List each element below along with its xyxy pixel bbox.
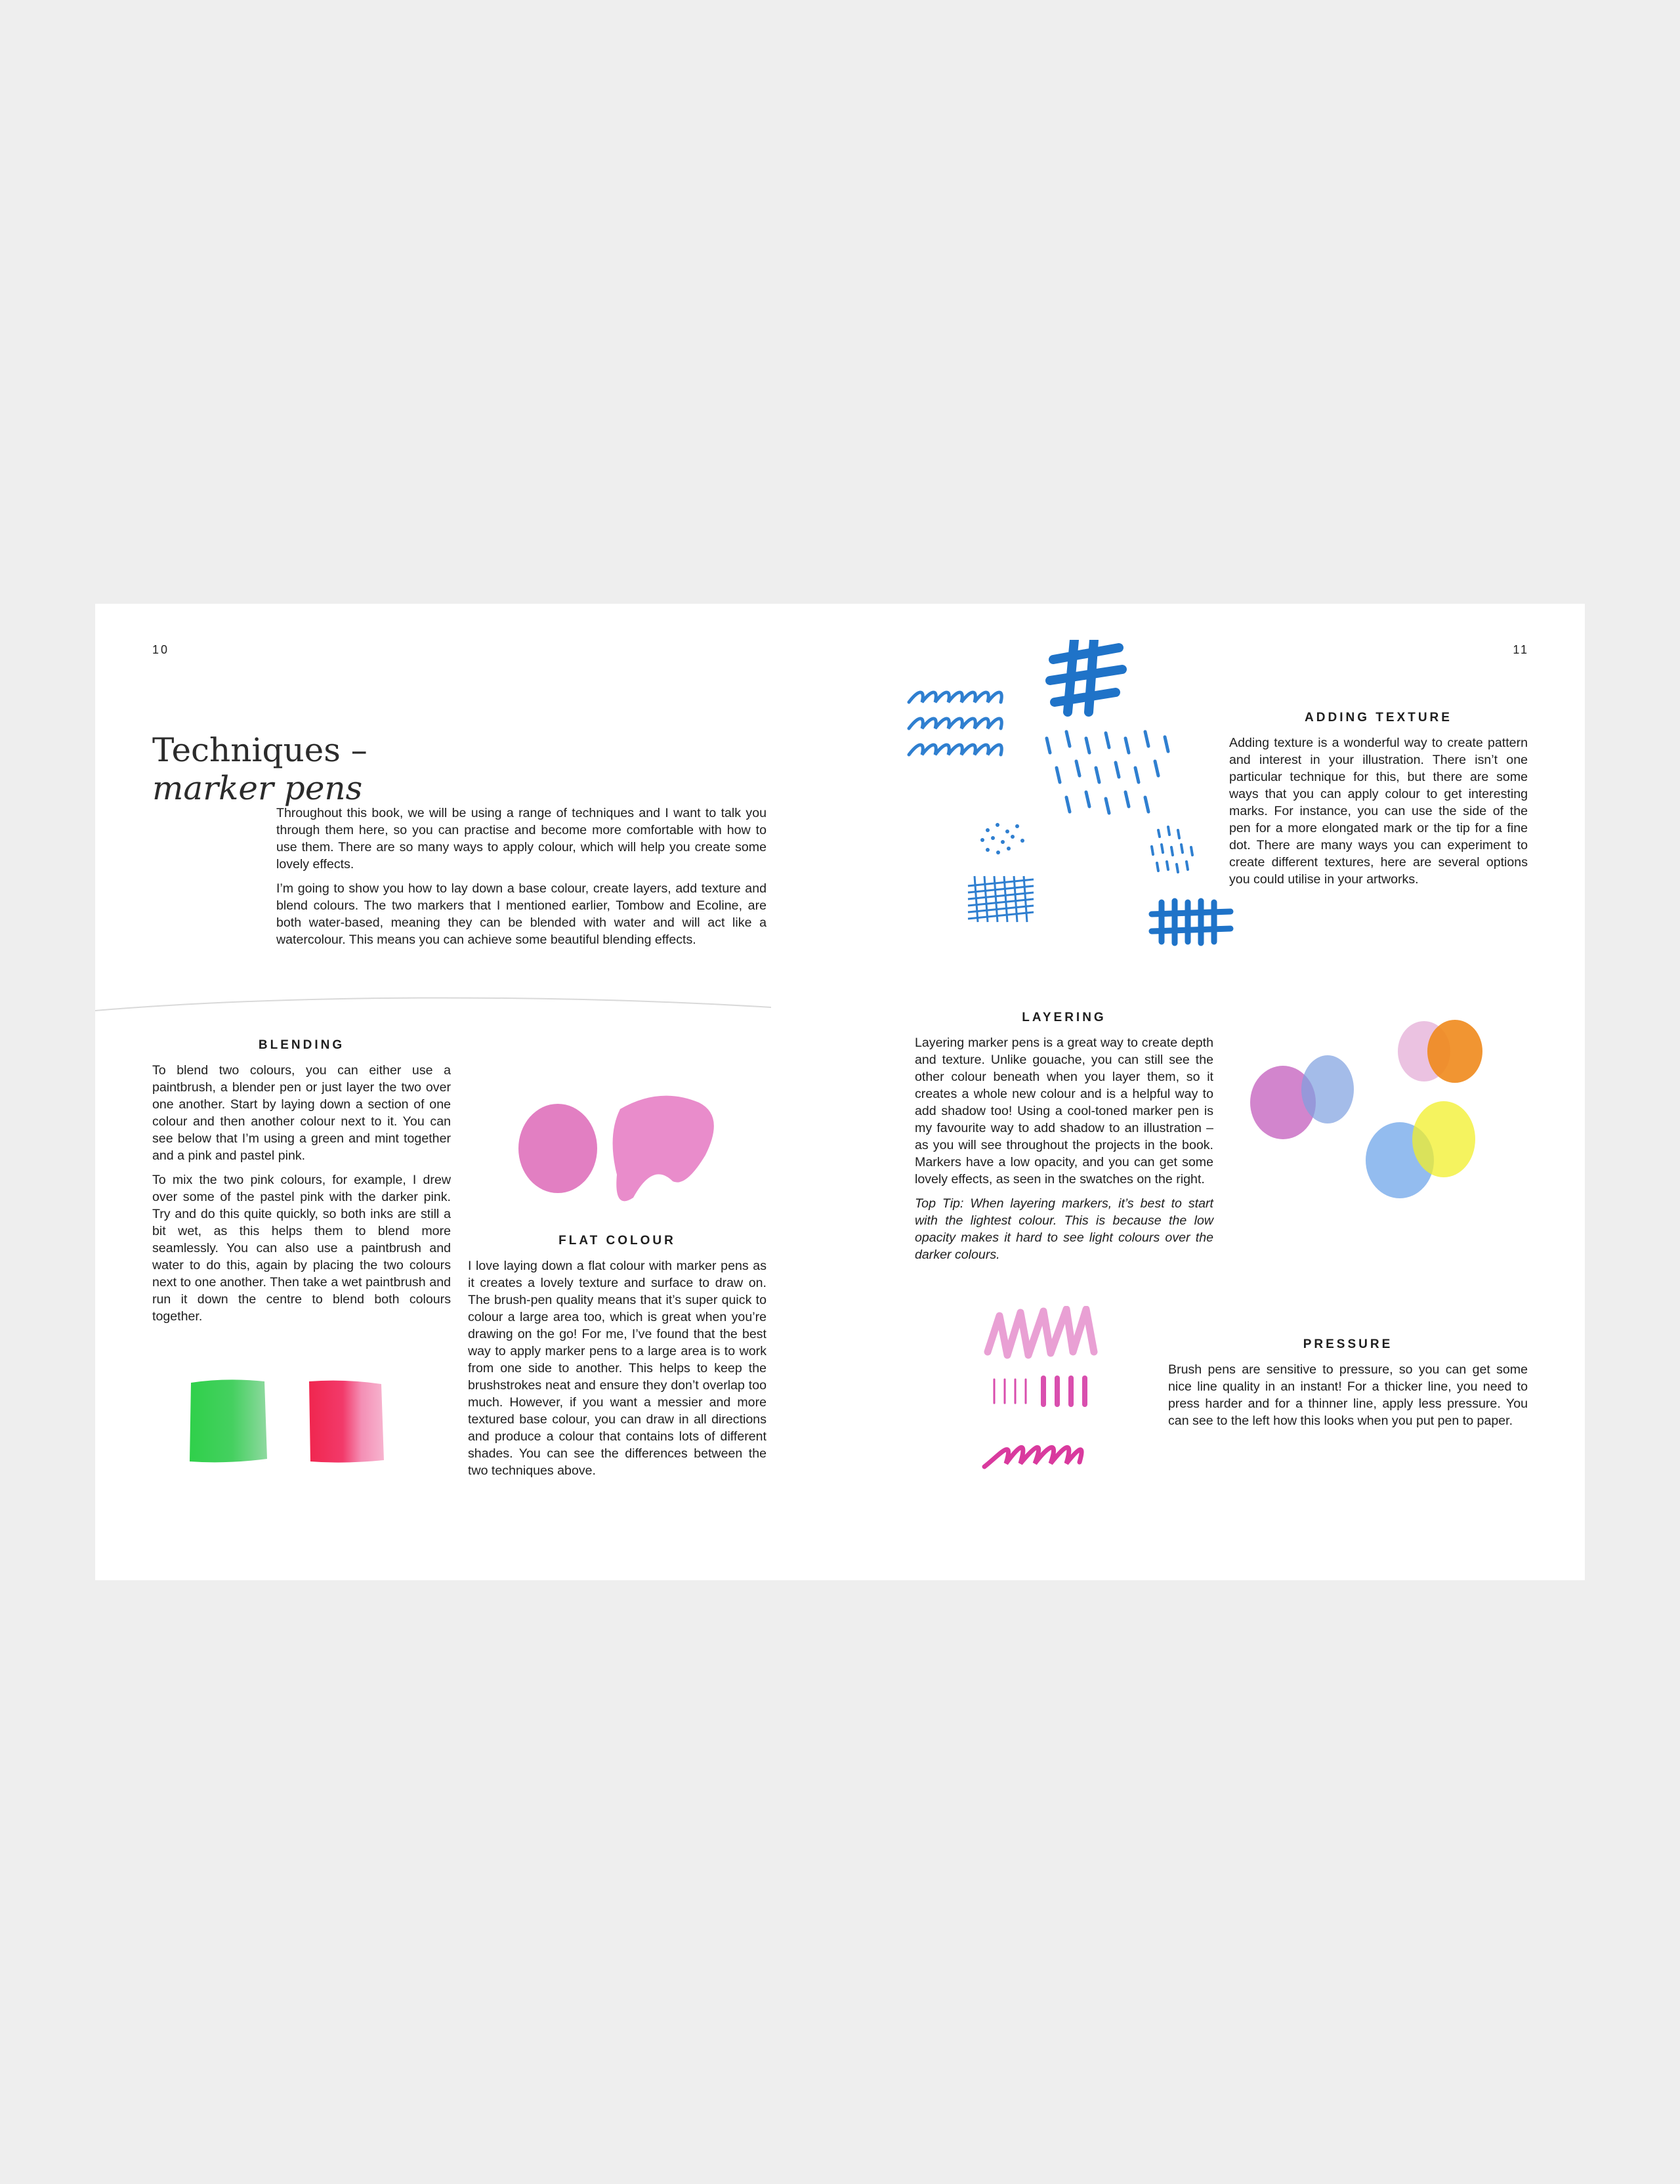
loop-mark <box>984 1448 1082 1467</box>
pressure-paragraph: Brush pens are sensitive to pressure, so you can get some nice line quality in an instant! For a thicker line, you need to press harder and for a thinner line, apply less pressure. You can see to the left how this looks when you put pen to paper. <box>1168 1362 1528 1428</box>
pink-round-blob <box>518 1104 597 1193</box>
blending-paragraph-2: To mix the two pink colours, for example, I drew over some of the pastel pink with the darker pink. Try and do this quite quickly, so both inks are still a bit wet, as this helps them to blend more seamlessly. You can also use a paintbrush and water to do this, again by placing the two colours next to one another. Then take a wet paintbrush and run it down the centre to blend both colours together. <box>152 1173 451 1324</box>
rain-texture <box>1047 732 1168 813</box>
flat-colour-blobs <box>509 1083 732 1214</box>
page-number-left: 10 <box>152 643 170 656</box>
yellow-circle <box>1412 1101 1475 1177</box>
intro-text <box>276 805 766 948</box>
zigzag-mark <box>988 1309 1094 1355</box>
flat-colour-section <box>468 1234 766 1479</box>
book-spread <box>95 604 1585 1580</box>
pressure-section <box>1168 1337 1528 1429</box>
blending-heading: BLENDING <box>258 1038 345 1052</box>
adding-texture-heading: ADDING TEXTURE <box>1305 711 1452 724</box>
line-marks <box>994 1378 1085 1404</box>
blending-section <box>152 1038 451 1325</box>
page-title <box>152 731 368 807</box>
dash-texture <box>1152 827 1192 872</box>
periwinkle-circle <box>1301 1055 1354 1124</box>
flat-colour-paragraph: I love laying down a flat colour with marker pens as it creates a lovely texture and surface to draw on. The brush-pen quality means that it’s super quick to colour a large area too, which is great when you’re drawing on the go! For me, I’ve found that the best way to apply marker pens to a large area is to work from one side to another. This helps to keep the brushstrokes neat and ensure they don’t overlap too much. However, if you want a messier and more textured base colour, you can draw in all directions and produce a colour that contains lots of different shades. You can see the differences between the two techniques above. <box>468 1259 766 1478</box>
dot-texture <box>980 823 1024 854</box>
green-blend-swatch <box>190 1379 267 1462</box>
pressure-heading: PRESSURE <box>1303 1337 1393 1351</box>
layering-heading: LAYERING <box>1022 1011 1106 1024</box>
page-number-right: 11 <box>1513 643 1529 656</box>
title-line-2: marker pens <box>152 768 363 807</box>
blending-swatches <box>187 1375 397 1473</box>
layering-section <box>915 1011 1213 1263</box>
layering-top-tip: Top Tip: When layering markers, it’s best to start with the lightest colour. This is because the low opacity makes it hard to see light colours over the darker colours. <box>915 1196 1213 1262</box>
orange-circle <box>1427 1020 1482 1083</box>
crosshatch-texture <box>968 876 1034 922</box>
flat-colour-heading: FLAT COLOUR <box>558 1234 676 1248</box>
title-line-1: Techniques – <box>152 730 368 769</box>
intro-paragraph-2: I’m going to show you how to lay down a base colour, create layers, add texture and blend colours. The two markers that I mentioned earlier, Tombow and Ecoline, are both water-based, meaning they can be blended with water and will act like a watercolour. This means you can achieve some beautiful blending effects. <box>276 881 766 947</box>
adding-texture-paragraph: Adding texture is a wonderful way to create pattern and interest in your illustration. There isn’t one particular technique for this, but there are some ways that you can apply colour to get interesting marks. For instance, you can use the side of the pen for a more elongated mark or the tip for a fine dot. There are many ways you can experiment to create different textures, here are several options you could utilise in your artworks. <box>1229 736 1528 887</box>
adding-texture-section <box>1229 711 1528 888</box>
pressure-marks <box>981 1306 1152 1483</box>
pink-blend-swatch <box>309 1381 384 1463</box>
pink-organic-blob <box>613 1096 714 1202</box>
hash-texture-top <box>1050 640 1122 712</box>
layering-circles <box>1244 1017 1545 1234</box>
layering-paragraph: Layering marker pens is a great way to create depth and texture. Unlike gouache, you can still see the other colour beneath when you layer them, so it creates a whole new colour and is a helpful way to add shadow too! Using a cool-toned marker pen is my favourite way to add shadow to an illustration – as you will see throughout the projects in the book. Markers have a low opacity, and you can get some lovely effects, as seen in the swatches on the right. <box>915 1036 1213 1186</box>
blending-paragraph-1: To blend two colours, you can either use a paintbrush, a blender pen or just layer the two over one another. Start by laying down a section of one colour and then another colour next to it. You can see below that I’m using a green and mint together and a pink and pastel pink. <box>152 1063 451 1163</box>
loop-texture <box>909 692 1001 755</box>
hash-texture-bottom <box>1152 901 1230 943</box>
intro-paragraph-1: Throughout this book, we will be using a range of techniques and I want to talk you through them here, so you can practise and become more comfortable with how to use them. There are so many ways to apply colour, which will help you create some lovely effects. <box>276 806 766 872</box>
wavy-divider <box>95 991 778 1017</box>
